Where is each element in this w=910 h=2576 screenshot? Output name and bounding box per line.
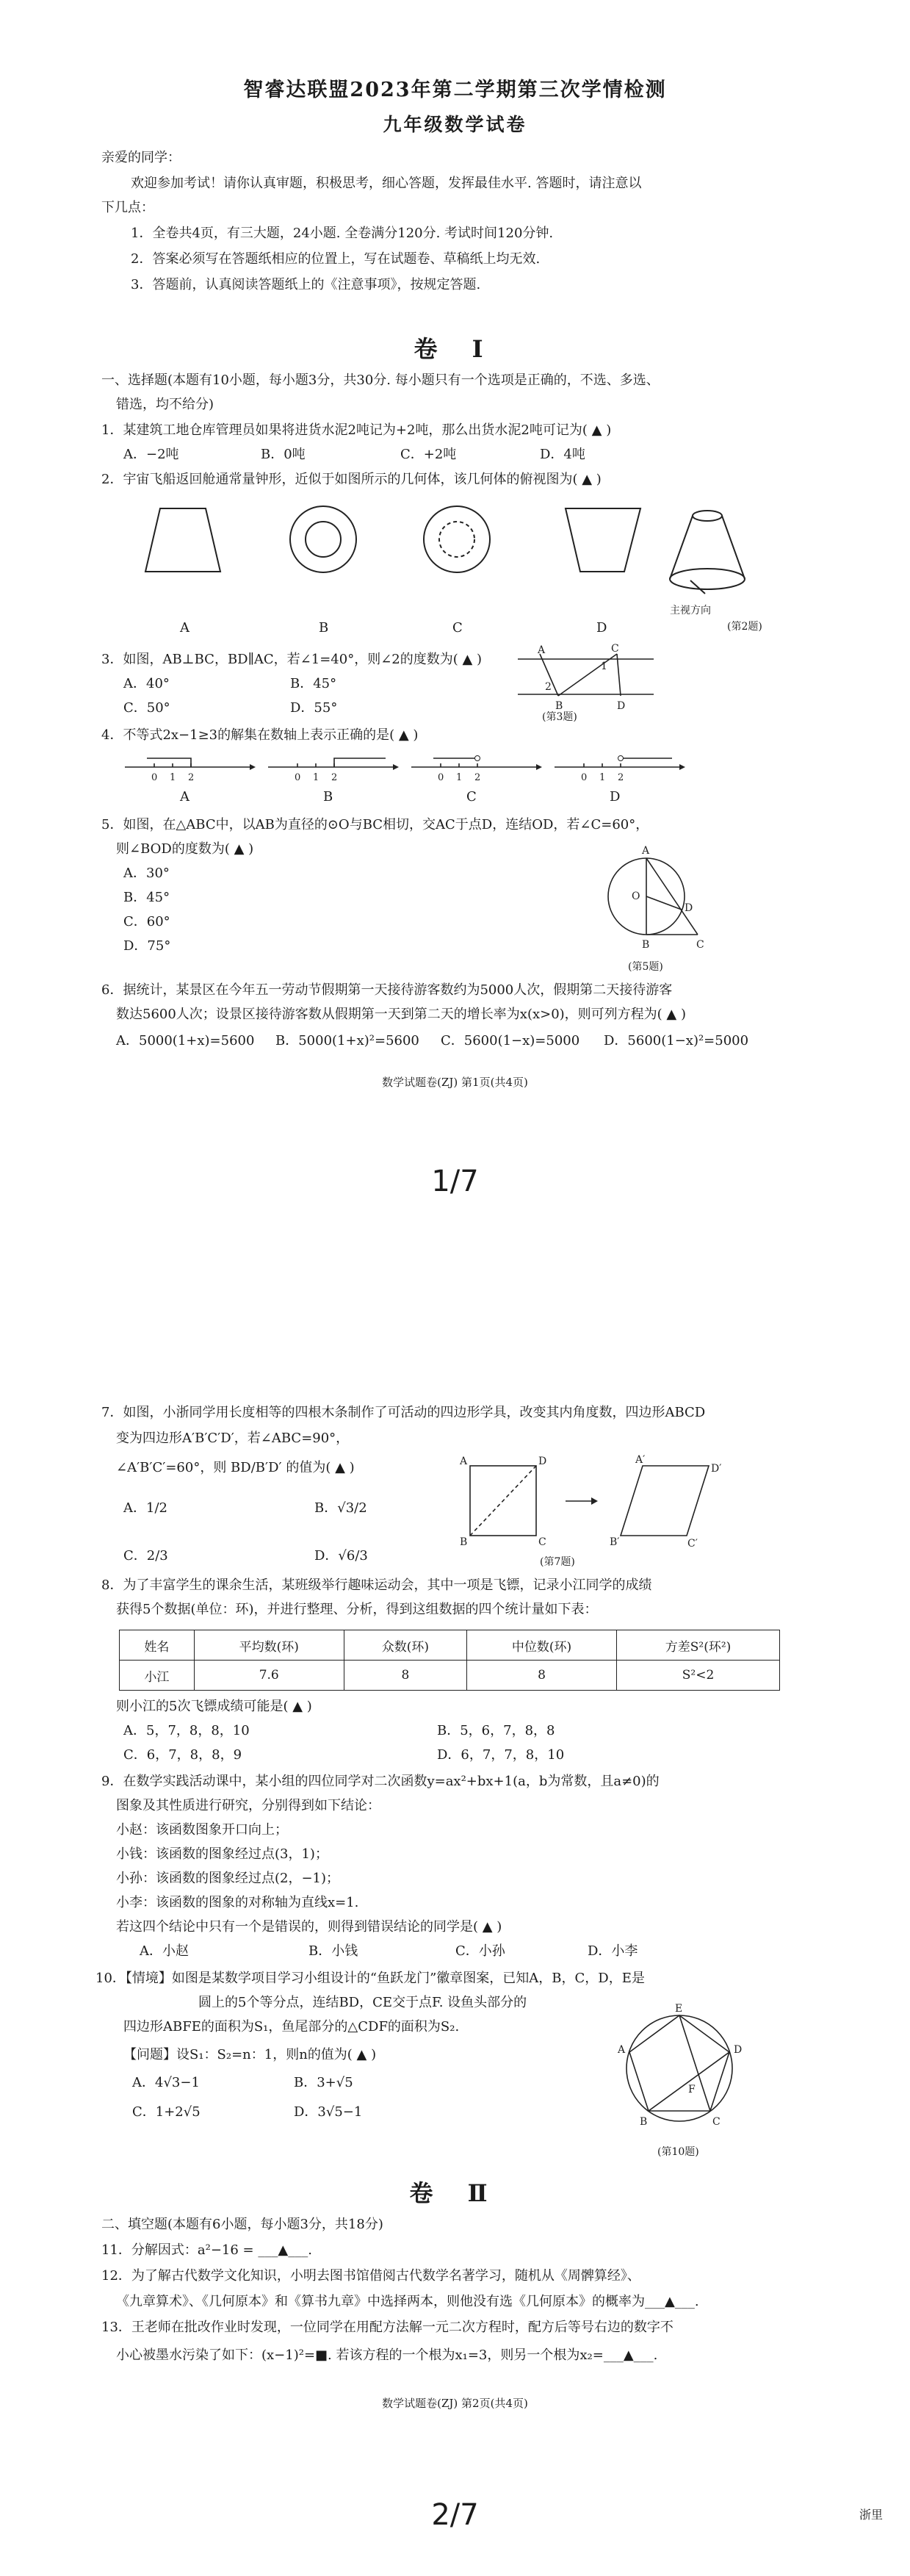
q6-option-d: D．5600(1−x)²=5000 [604,1033,749,1048]
intro-line-2: 下几点： [101,200,154,215]
svg-text:D: D [734,2044,743,2056]
q2-view-arrow [690,580,705,594]
q8-option-c: C．6，7，8，8，9 [123,1747,242,1763]
q10-option-b: B．3+√5 [294,2075,353,2090]
svg-text:B′: B′ [610,1536,620,1548]
svg-text:1: 1 [601,661,607,672]
q7-figure [441,1451,734,1561]
question-6-line-1: 6．据统计，某景区在今年五一劳动节假期第一天接待游客数约为5000人次，假期第二天接待游客 [101,982,673,998]
corner-watermark: 浙里 [859,2508,884,2522]
q8-option-b: B．5，6，7，8，8 [437,1723,555,1738]
svg-text:C: C [712,2116,721,2128]
svg-text:A: A [460,1456,468,1467]
q9-claim-qian: 小钱：该函数的图象经过点(3，1)； [116,1846,328,1862]
q3-caption: (第3题) [542,711,577,723]
q6-option-c: C．5600(1−x)=5000 [441,1033,580,1048]
q2-label-c: C [452,620,463,636]
svg-text:1: 1 [456,772,463,783]
q4-label-a: A [180,789,189,805]
q1-option-a: A．−2吨 [123,447,179,462]
q2-ring-dashed-c [439,522,474,557]
svg-text:1: 1 [599,772,606,783]
q8-option-a: A．5，7，8，8，10 [123,1723,250,1738]
svg-text:D′: D′ [711,1463,722,1475]
svg-text:C: C [696,939,704,951]
svg-text:2: 2 [618,772,624,783]
q2-ring-inner-b [306,522,341,557]
q4-number-lines [118,749,749,785]
q2-caption: (第2题) [727,621,762,633]
q1-option-d: D．4吨 [540,447,585,462]
svg-text:1: 1 [313,772,319,783]
question-7-line-1: 7．如图，小浙同学用长度相等的四根木条制作了可活动的四边形学具，改变其内角度数，四边形ABCD [101,1405,706,1420]
q7-option-d: D．√6/3 [314,1548,368,1564]
table-cell: 小江 [120,1661,195,1691]
svg-text:A: A [642,845,650,857]
page-2-footer: 数学试题卷(ZJ) 第2页(共4页) [382,2397,528,2410]
q2-trapezoid-d [566,508,640,572]
question-10-line-1: 10．【情境】如图是某数学项目学习小组设计的“鱼跃龙门”徽章图案，已知A，B，C，D，E是 [95,1971,645,1986]
question-12-line-2: 《九章算术》、《几何原本》和《算书九章》中选择两本，则他没有选《几何原本》的概率为___▲___. [116,2294,699,2309]
page-2-number: 2/7 [431,2498,479,2532]
q2-label-b: B [319,620,329,636]
q10-option-a: A．4√3−1 [132,2075,200,2090]
question-12-line-1: 12．为了解古代数学文化知识，小明去图书馆借阅古代数学名著学习，随机从《周髀算经》、 [101,2268,640,2284]
svg-text:1: 1 [170,772,176,783]
svg-text:2: 2 [545,681,552,693]
question-10-line-3: 四边形ABFE的面积为S₁，鱼尾部分的△CDF的面积为S₂. [123,2019,460,2034]
svg-text:B: B [640,2116,648,2128]
section-title-1: 卷 Ⅰ [414,335,496,363]
question-8-line-3: 则小江的5次飞镖成绩可能是( ▲ ) [116,1699,312,1714]
question-4: 4．不等式2x−1≥3的解集在数轴上表示正确的是( ▲ ) [101,727,419,743]
q9-option-d: D．小李 [588,1943,638,1959]
q6-option-a: A．5000(1+x)=5600 [116,1033,255,1048]
q4-label-b: B [323,789,333,805]
q2-view-direction: 主视方向 [670,605,711,616]
table-cell: S²<2 [617,1661,780,1691]
svg-text:0: 0 [581,772,588,783]
exam-page-1 [0,0,910,1234]
q5-option-b: B．45° [123,890,170,905]
question-5-line-2: 则∠BOD的度数为( ▲ ) [116,841,254,857]
exam-title: 智睿达联盟2023年第二学期第三次学情检测 [243,79,667,101]
q2-trapezoid-a [145,508,220,572]
q2-ring-outer-b [290,506,356,572]
table-header-cell: 方差S²(环²) [617,1630,780,1661]
svg-text:C: C [611,643,619,655]
q1-option-b: B．0吨 [261,447,306,462]
q9-claim-sun: 小孙：该函数的图象经过点(2，−1)； [116,1871,340,1886]
table-cell: 8 [344,1661,466,1691]
svg-text:2: 2 [474,772,481,783]
svg-text:C′: C′ [687,1538,698,1550]
svg-text:2: 2 [331,772,338,783]
svg-text:D: D [685,902,693,914]
question-7-line-2: 变为四边形A′B′C′D′，若∠ABC=90°， [116,1431,350,1446]
question-3: 3．如图，AB⊥BC，BD∥AC，若∠1=40°，则∠2的度数为( ▲ ) [101,652,483,667]
q9-option-b: B．小钱 [308,1943,358,1959]
svg-text:B: B [555,700,563,712]
q3-option-d: D．55° [290,700,338,716]
q3-figure [514,643,661,713]
q5-option-c: C．60° [123,914,170,929]
svg-text:2: 2 [188,772,195,783]
question-2: 2．宇宙飞船返回舱通常量钟形，近似于如图所示的几何体，该几何体的俯视图为( ▲ ) [101,472,602,487]
page-1-footer: 数学试题卷(ZJ) 第1页(共4页) [382,1076,528,1089]
table-header-cell: 平均数(环) [194,1630,344,1661]
q8-stats-table [119,1630,780,1691]
q2-label-d: D [596,620,607,636]
q4-label-c: C [466,789,477,805]
q9-claim-li: 小李：该函数的图象的对称轴为直线x=1. [116,1895,359,1910]
page-1-number: 1/7 [431,1165,479,1198]
exam-subtitle: 九年级数学试卷 [383,114,527,135]
question-10-line-4: 【问题】设S₁：S₂=n：1，则n的值为( ▲ ) [123,2047,377,2062]
intro-line-1: 欢迎参加考试！请你认真审题，积极思考，细心答题，发挥最佳水平. 答题时，请注意以 [131,176,642,191]
note-2: 2．答案必须写在答题纸相应的位置上，写在试题卷、草稿纸上均无效. [131,251,541,267]
q3-option-c: C．50° [123,700,170,716]
question-1: 1．某建筑工地仓库管理员如果将进货水泥2吨记为+2吨，那么出货水泥2吨可记为( ▲ ) [101,422,612,438]
q5-option-a: A．30° [123,866,170,881]
svg-text:A′: A′ [635,1454,646,1466]
part1-heading-line-2: 错选，均不给分) [116,397,214,412]
question-7-line-3: ∠A′B′C′=60°，则 BD/B′D′ 的值为( ▲ ) [116,1460,355,1475]
q7-caption: (第7题) [540,1556,575,1568]
exam-page-2 [0,1323,910,2576]
q10-option-c: C．1+2√5 [132,2104,201,2120]
question-13-line-2: 小心被墨水污染了如下：(x−1)²=■. 若该方程的一个根为x₁=3，则另一个根为x₂=___▲___. [116,2347,658,2363]
table-header-cell: 众数(环) [344,1630,466,1661]
svg-text:F: F [688,2084,696,2095]
part2-heading: 二、填空题(本题有6小题，每小题3分，共18分) [101,2217,383,2232]
q5-figure [588,838,720,963]
question-10-line-2: 圆上的5个等分点，连结BD，CE交于点F. 设鱼头部分的 [198,1995,527,2010]
q6-option-b: B．5000(1+x)²=5600 [275,1033,419,1048]
svg-text:D: D [538,1456,547,1467]
table-header-row [120,1630,780,1661]
q10-option-d: D．3√5−1 [294,2104,363,2120]
q10-caption: (第10题) [657,2146,699,2158]
q2-figures [118,492,749,610]
q8-option-d: D．6，7，7，8，10 [437,1747,565,1763]
svg-text:O: O [632,891,640,902]
question-9-line-3: 若这四个结论中只有一个是错误的，则得到错误结论的同学是( ▲ ) [116,1919,502,1935]
part1-heading-line-1: 一、选择题(本题有10小题，每小题3分，共30分. 每小题只有一个选项是正确的，不选、多选、 [101,373,660,388]
question-9-line-2: 图象及其性质进行研究，分别得到如下结论： [116,1798,380,1813]
q2-solid-top [693,511,722,521]
section-title-2: 卷 Ⅱ [409,2179,501,2207]
q9-claim-zhao: 小赵：该函数图象开口向上； [116,1822,288,1838]
svg-text:B: B [642,939,650,951]
question-13-line-1: 13．王老师在批改作业时发现，一位同学在用配方法解一元二次方程时，配方后等号右边的数字不 [101,2320,674,2335]
q7-option-b: B．√3/2 [314,1500,367,1516]
svg-text:E: E [675,2003,683,2015]
svg-text:0: 0 [295,772,301,783]
svg-text:B: B [460,1536,468,1548]
q10-figure [606,1998,760,2145]
q5-caption: (第5题) [628,961,663,973]
question-9-line-1: 9．在数学实践活动课中，某小组的四位同学对二次函数y=ax²+bx+1(a，b为常数，且a≠0)的 [101,1774,660,1789]
question-8-line-1: 8．为了丰富学生的课余生活，某班级举行趣味运动会，其中一项是飞镖，记录小江同学的成绩 [101,1577,652,1593]
q2-solid-base [670,569,745,589]
q2-label-a: A [180,620,189,636]
svg-text:D: D [617,700,626,712]
question-5-line-1: 5．如图，在△ABC中，以AB为直径的⊙O与BC相切，交AC于点D，连结OD，若∠C=60°， [101,817,649,832]
svg-text:0: 0 [151,772,158,783]
svg-text:A: A [538,644,546,656]
svg-text:0: 0 [438,772,444,783]
question-6-line-2: 数达5600人次；设景区接待游客数从假期第一天到第二天的增长率为x(x>0)，则可列方程为( ▲ ) [116,1007,687,1022]
q3-option-a: A．40° [123,676,170,691]
q5-option-d: D．75° [123,938,171,954]
q3-option-b: B．45° [290,676,337,691]
q4-label-d: D [610,789,621,805]
q9-option-c: C．小孙 [455,1943,505,1959]
note-3: 3．答题前，认真阅读答题纸上的《注意事项》，按规定答题. [131,277,481,292]
note-1: 1．全卷共4页，有三大题，24小题. 全卷满分120分. 考试时间120分钟. [131,226,554,241]
svg-text:C: C [538,1536,546,1548]
greeting: 亲爱的同学： [101,150,181,165]
table-cell: 7.6 [194,1661,344,1691]
question-8-line-2: 获得5个数据(单位：环)，并进行整理、分析，得到这组数据的四个统计量如下表： [116,1602,598,1617]
q2-ring-outer-c [424,506,490,572]
q7-option-a: A．1/2 [123,1500,167,1516]
table-cell: 8 [466,1661,616,1691]
svg-text:A: A [618,2044,626,2056]
table-header-cell: 中位数(环) [466,1630,616,1661]
q9-option-a: A．小赵 [140,1943,189,1959]
question-11: 11．分解因式：a²−16 = ___▲___. [101,2242,312,2258]
q1-option-c: C．+2吨 [400,447,457,462]
table-row [120,1661,780,1691]
q7-option-c: C．2/3 [123,1548,168,1564]
table-header-cell: 姓名 [120,1630,195,1661]
